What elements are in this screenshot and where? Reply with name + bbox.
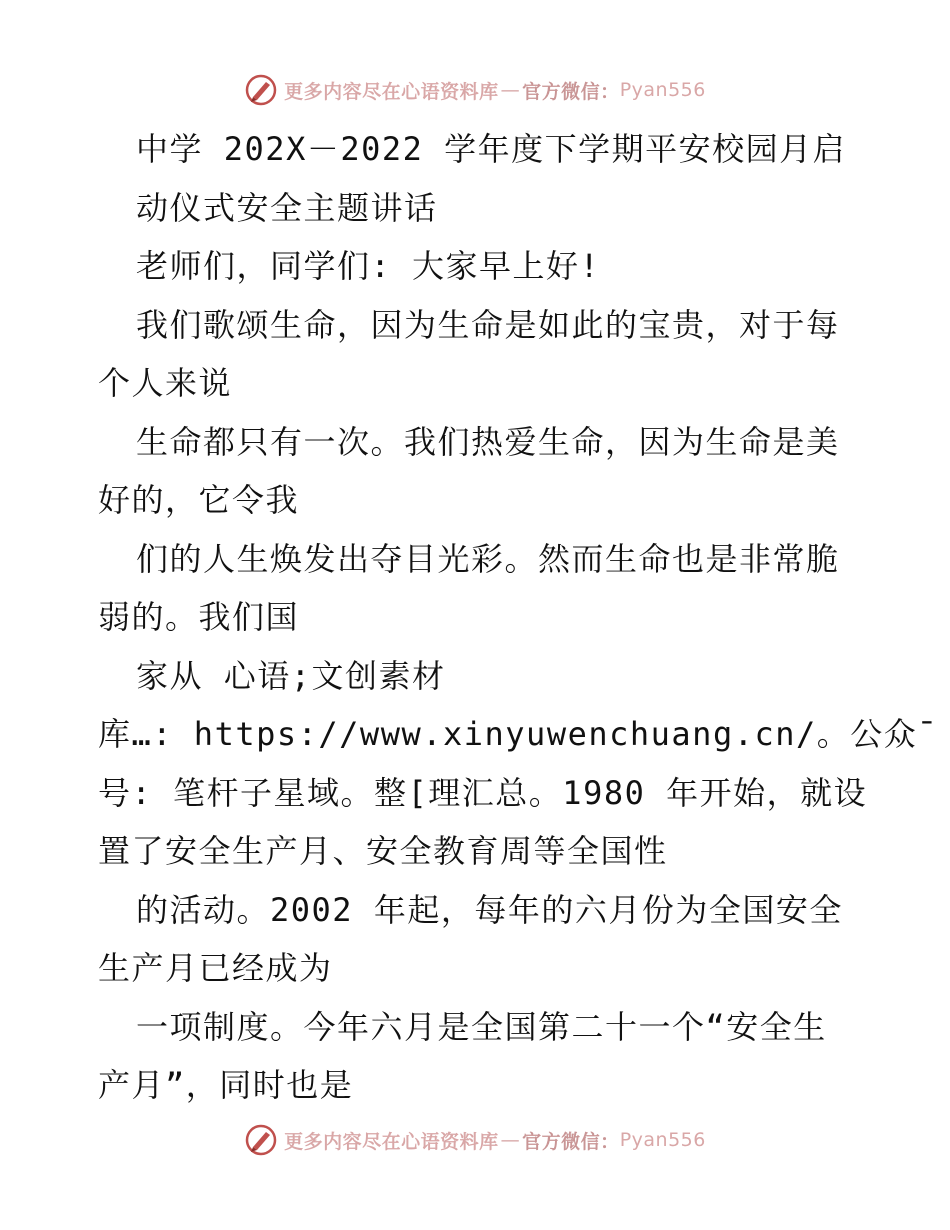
title-line: 动仪式安全主题讲话 [136, 188, 438, 227]
watermark-brand: 更多内容尽在心语资料库 [284, 1130, 499, 1153]
body-line: 生产月已经成为 [98, 949, 333, 987]
body-line: 库…: https://www.xinyuwenchuang.cn/。公众¯ [98, 715, 939, 753]
watermark-wechat-id: Pyan556 [619, 79, 706, 101]
body-line: 置了安全生产月、安全教育周等全国性 [98, 832, 668, 870]
body-line: 的活动。2002 年起，每年的六月份为全国安全 [136, 890, 843, 929]
greeting: 老师们，同学们: 大家早上好! [136, 247, 601, 285]
body-line: 个人来说 [98, 364, 233, 402]
watermark-brand: 更多内容尽在心语资料库 [284, 80, 499, 103]
body-line: 一项制度。今年六月是全国第二十一个“安全生 [136, 1007, 827, 1046]
body-line: 产月”，同时也是 [98, 1066, 354, 1104]
body-paragraphs [98, 296, 939, 1115]
watermark-separator: — [500, 1129, 521, 1151]
watermark-wechat-label: 官方微信： [522, 80, 620, 103]
watermark-wechat-label: 官方微信： [522, 1130, 620, 1153]
watermark-separator: — [500, 79, 521, 101]
header-watermark [0, 70, 950, 110]
body-line: 弱的。我们国 [98, 598, 300, 636]
body-line: 我们歌颂生命，因为生命是如此的宝贵，对于每 [136, 305, 840, 344]
pen-logo-icon [244, 1123, 278, 1157]
body-line: 好的，它令我 [98, 481, 300, 519]
title-line: 中学 202X－2022 学年度下学期平安校园月启 [136, 130, 847, 168]
body-line: 家从 心语;文创素材 [136, 656, 446, 695]
body-line: 们的人生焕发出夺目光彩。然而生命也是非常脆 [136, 539, 840, 578]
pen-logo-icon [244, 73, 278, 107]
footer-watermark [0, 1120, 950, 1160]
body-line: 号: 笔杆子星域。整[理汇总。1980 年开始，就设 [98, 773, 868, 812]
body-line: 生命都只有一次。我们热爱生命，因为生命是美 [136, 422, 840, 461]
watermark-wechat-id: Pyan556 [619, 1129, 706, 1151]
document-body [98, 120, 939, 1115]
